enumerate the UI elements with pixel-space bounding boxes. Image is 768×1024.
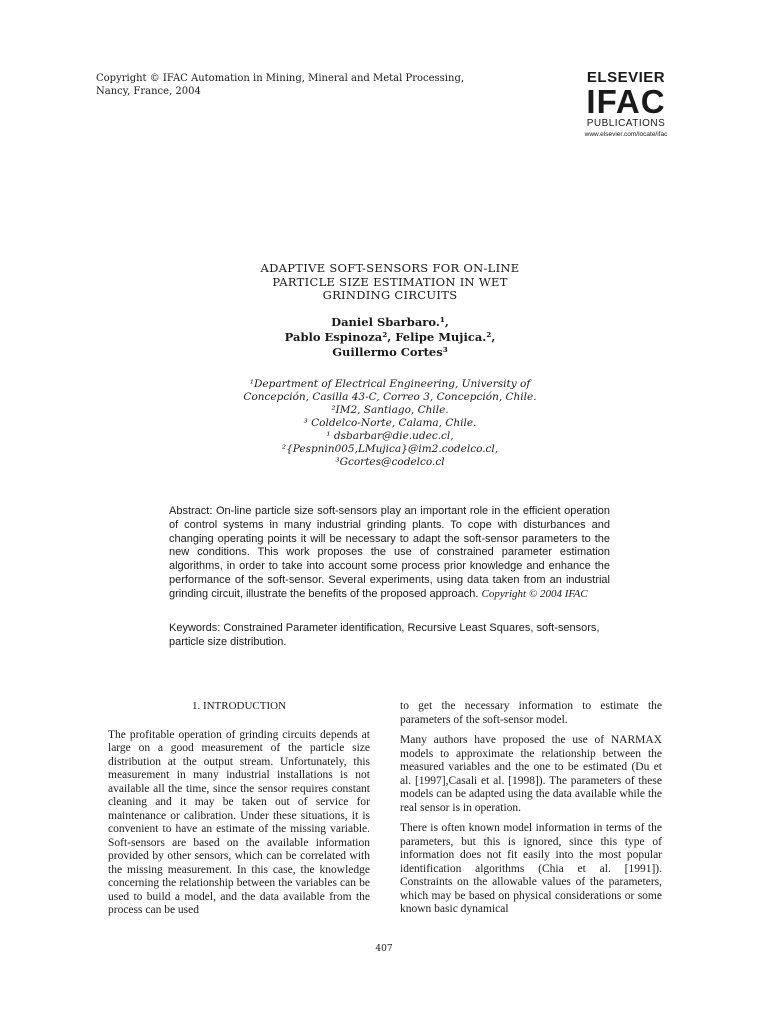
paragraph: Many authors have proposed the use of NARMAX models to approximate the relationship between the measured variables and the one to be estimated (Du et al. [1997],Casali et al. [1998]). The parameters of these models can be adapted using the data available while the real sensor is in operation. <box>400 734 662 814</box>
affiliation-line: ²{Pespnin005,LMujica}@im2.codelco.cl, <box>281 443 499 455</box>
section-heading: 1. INTRODUCTION <box>191 700 287 712</box>
right-column <box>400 700 662 924</box>
keywords: Keywords: Constrained Parameter identification, Recursive Least Squares, soft-sensors, particle size distribution. <box>169 622 600 648</box>
logo-brand: IFAC <box>586 83 666 120</box>
title-line: GRINDING CIRCUITS <box>322 288 458 302</box>
abstract <box>169 505 610 602</box>
copyright-line-1: Copyright © IFAC Automation in Mining, Mineral and Metal Processing, <box>96 73 465 84</box>
paragraph: The profitable operation of grinding circuits depends at large on a good measurement of the particle size distribution at the output stream. Unfortunately, this measurement in many industrial installations is not available all the time, since the sensor requires constant cleaning and it may be taken out of service for maintenance or calibration. Under these situations, it is convenient to have an estimate of the missing variable. Soft-sensors are based on the available information provided by other sensors, which can be correlated with the missing measurement. In this case, the knowledge concerning the relationship between the variables can be used to build a model, and the data available from the process can be used <box>108 728 370 916</box>
affiliation-line: ¹ dsbarbar@die.udec.cl, <box>326 430 454 442</box>
abstract-copyright: Copyright © 2004 IFAC <box>481 587 588 600</box>
title-line: ADAPTIVE SOFT-SENSORS FOR ON-LINE <box>260 261 520 275</box>
author-line: Pablo Espinoza², Felipe Mujica.², <box>284 330 496 344</box>
logo-url: www.elsevier.com/locate/ifac <box>584 131 668 138</box>
paragraph: to get the necessary information to estimate the parameters of the soft-sensor model. <box>400 700 662 726</box>
elsevier-ifac-logo <box>572 70 680 139</box>
affiliation-line: ³Gcortes@codelco.cl <box>335 456 445 468</box>
affiliation-line: ¹Department of Electrical Engineering, University of <box>249 378 531 390</box>
title-line: PARTICLE SIZE ESTIMATION IN WET <box>272 274 508 289</box>
copyright-notice <box>96 72 476 98</box>
author-line: Guillermo Cortes³ <box>332 345 448 359</box>
author-list <box>200 315 580 360</box>
page-number: 407 <box>375 944 393 954</box>
affiliations <box>200 378 580 469</box>
left-column <box>108 700 370 925</box>
affiliation-line: Concepción, Casilla 43-C, Correo 3, Concepción, Chile. <box>243 391 537 403</box>
paper-title <box>200 262 580 303</box>
author-line: Daniel Sbarbaro.¹, <box>331 315 449 329</box>
affiliation-line: ²IM2, Santiago, Chile. <box>331 404 449 416</box>
logo-subtitle: PUBLICATIONS <box>586 118 666 129</box>
logo-publisher: ELSEVIER <box>586 69 666 86</box>
paragraph: There is often known model information in terms of the parameters, but this is ignored, since this type of information does not fit easily into the most popular identification algorithms (Chia et al. [1991]). Constraints on the allowable values of the parameters, which may be based on physical considerations or some known basic dynamical <box>400 822 662 915</box>
affiliation-line: ³ Coldelco-Norte, Calama, Chile. <box>303 417 477 429</box>
abstract-text: Abstract: On-line particle size soft-sensors play an important role in the efficient operation of control systems in many industrial grinding plants. To cope with disturbances and changing operating points it will be necessary to adapt the soft-sensor parameters to the new conditions. This work proposes the use of constrained parameter estimation algorithms, in order to take into account some process prior knowledge and enhance the performance of the soft-sensor. Several experiments, using data taken from an industrial grinding circuit, illustrate the benefits of the proposed approach. <box>169 505 610 600</box>
copyright-line-2: Nancy, France, 2004 <box>96 86 201 97</box>
